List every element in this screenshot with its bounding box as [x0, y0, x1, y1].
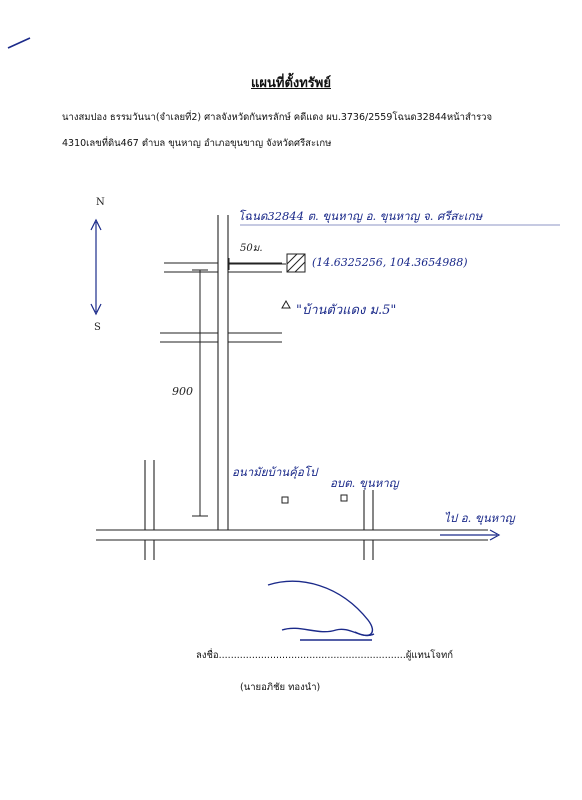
- direction-label: ไป อ. ขุนหาญ: [444, 511, 515, 525]
- north-label: N: [96, 197, 105, 208]
- page-title: แผนที่ตั้งทรัพย์: [251, 76, 331, 91]
- property-marker-icon: [287, 254, 305, 272]
- bottom-road: [96, 530, 488, 540]
- hospital-label-line-2: อบต. ขุนหาญ: [330, 476, 399, 490]
- header-line-1: นางสมปอง ธรรมวันนา(จำเลยที่2) ศาลจังหวัดกันทรลักษ์ คดีแดง ผบ.3736/2559โฉนด32844หน้าสำรวจ: [62, 112, 493, 123]
- main-road: [218, 215, 228, 530]
- pen-mark: [8, 38, 30, 48]
- signer-name: (นายอภิชัย ทองนำ): [240, 682, 321, 693]
- village-label: "บ้านตัวแดง ม.5": [296, 303, 397, 318]
- village-triangle-icon: [282, 301, 290, 308]
- hospital-marker-icon: [282, 495, 347, 503]
- dimension-50m: [229, 258, 286, 270]
- cross-road-middle: [160, 333, 282, 342]
- distance-top-label: 50ม.: [240, 243, 263, 254]
- distance-left-label: 900: [172, 385, 193, 398]
- direction-arrow-icon: [440, 530, 499, 540]
- signature-line: ลงชื่อ..............................................................ผู้แทนโจทก์: [196, 650, 453, 661]
- header-line-2: 4310เลขที่ดิน467 ตำบล ขุนหาญ อำเภอขุนขาญ จังหวัดศรีสะเกษ: [62, 138, 332, 149]
- signature-scribble: [268, 581, 374, 640]
- deed-label: โฉนด32844 ต. ขุนหาญ อ. ขุนหาญ จ. ศรีสะเกษ: [238, 209, 483, 223]
- dimension-900: [192, 270, 208, 516]
- hospital-label-line-1: อนามัยบ้านคุ้อโป: [232, 465, 318, 479]
- north-south-arrow-icon: [91, 220, 101, 314]
- coordinates-label: (14.6325256, 104.3654988): [312, 256, 468, 269]
- south-label: S: [94, 322, 101, 333]
